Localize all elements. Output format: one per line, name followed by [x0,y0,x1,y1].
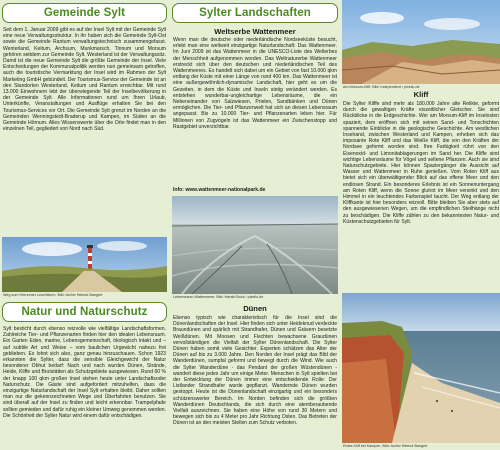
morsum-kliff-photo [342,0,500,84]
duenen-text: Ebenso typisch wie charakteristisch für die Insel sind die Dünenlandschaften der Insel. Hier finden sich unter Heideknud verdeckte Braundünen und spärlich mit Strandhafer, Dünen und Gräsern besetzte Weißdünen. Mit Moosen und Flechten bewachsene Graudünen vervollständigen die Vielfalt der Sylter Dünenlandschaft. Die Sylter Dünen haben somit viele Gesichter. Experten schätzen das Alter der Dünen auf bis zu 3.000 Jahre. Den Norden der Insel prägt das Bild der Wanderdünen, sumpfal geformt und bewegt durch die Wind. Wie auch die Sylter Wanderdüne - das Pendant der großen Wüstendünen - wandert diese jedes Jahr um einige Meter. Menschen in Sylt spielten bei der Entwicklung der Dünen immer eine entscheidende Rolle: Der Listlander Strandhafer wurde gepflanzt. Wandernde Dünen wurden gestoppt. Heute ist die Dünenlandschaft einzigartig und ein besonders schützenswerter Bereich. Im Norden befinden sich die größten Wanderdünen Deutschlands, die sich durch eine atemberaubende Vielfalt auszeichnen. Sie haben eine Höhe von rund 30 Metern und bewegen sich bis zu 4 Meter pro Jahr Richtung Osten. Das Betreten der Dünen ist an den meisten Stellen zum Schutz verboten. [173,315,337,427]
natur-header [2,302,167,322]
rotes-kliff-caption: Rotes Kliff bei Kampen, Bild: Archiv Helmut Bangert [343,444,428,448]
gemeinde-photo-caption: Weg zum Hörnumer Leuchtturm, Bild: Archiv Helmut Bangert [3,293,103,297]
landschaften-header [172,3,338,23]
right-column [342,0,500,450]
kliff-text: Die Sylter Kliffe sind mehr als 180.000 Jahre alte Relikte, geformt durch die gewaltigen Kräfte eiszeitlicher Gletscher. Sie sind Rückblicke in die Erdgeschichte. Wer am Morsum-Kliff im Inselosten spaziert, dem eröffnen sich mit seinen Sand- und Tonschichten spannende Einblicke in die geologische Geschichte. Am westlichen Inselrand, zwischen Westerland und Kampen, erheben sich das imposante Rote Kliff und das Weiße Kliff, die von den Kräften der Nordsee geformt worden sind. Ihre Farbigkeit rührt von den Eisenoxid- und Limonitablagerungen im Sand her. Die Kliffe sind wichtige Lebensräume für Vögel und seltene Pflanzen. Auch sie sind Naturschutzgebiete. Hier können Spaziergänger die Aussicht auf Wasser und Wattenmeer in Ruhe genießen. Vom Roten Kliff aus bietet sich ein überwältigender Blick auf das offene Meer und den endlosen Strand. Ein besonderes Erlebnis ist ein Sonnenuntergang am Roten Kliff, wenn die Sonne glutrot im Meer versinkt und den Himmel in ein leuchtendes Farbenspiel taucht. Der Weg entlang der Kliffkante ist hier besonders reizvoll. Bitte bleiben Sie aber stets auf den ausgewiesenen Wegen, um die empfindlichen Steilhänge nicht zu beschädigen. Die Kliffe zählen zu den bekanntesten Natur- und Küstenschutzgebieten für Sylt. [343,101,499,225]
wattenmeer-photo [172,196,338,294]
gemeinde-title: Gemeinde Sylt [43,7,126,19]
gemeinde-header [2,3,167,23]
landschaften-title: Sylter Landschaften [199,7,311,19]
left-column [0,0,169,450]
wattenmeer-caption: Lebensraum Wattenmeer, Bild: Harald Bock / pixelio.de [173,295,264,299]
rotes-kliff-photo [342,293,500,443]
morsum-caption: Am Morsum-Kliff, Bild: Independent / pixelio.de [343,85,420,89]
middle-column [172,0,338,450]
natur-title: Natur und Naturschutz [21,306,148,318]
kliff-title: Kliff [413,90,429,99]
duenen-title: Dünen [243,304,267,313]
wattenmeer-info: Info: www.wattenmeer-nationalpark.de [173,187,266,193]
wattenmeer-title: Weltserbe Wattenmeer [214,27,296,36]
lighthouse-path-photo [2,237,167,292]
natur-text: Sylt besticht durch ebenso reizvolle wie vielfältige Landschaftsformen. Zahlreiche Tier- und Pflanzenarten finden hier den idealen Lebensraum. Ein Garten Eden, marine, Lebensgemeinschaft, ökologisch intakt und – auf subtile Art und Weise – vom baulichen Urgewicht nahezu frei geblieben. Es lohnt sich also, ganz genau hinzuschauen. Schon 1923 erkannten die Sylter, dass die sensible Gleichgewicht der Natur besonderer Obhut bedarf: Nach und nach wurden Dünen, Strände, Heide, Kliffe und Brutstätten als Schutzgebiete ausgewiesen. Rund 60 % der knapp 100 qkm großen Insel stehen heute unter Landschaftsoder Naturschutz. Die Gäste sind aufgefordert mitzuhelfen, dass die einzigartige Naturlandschaft der Insel Sylt erhalten bleibt. Daher sollten man nur die gekennzeichneten Wege und Überfahrten benutzen. Sie sind überall auf der Insel zu finden und leicht erkennbar. Trampelpfade sollten gemieden und dafür ruhig ein kleiner Umweg genommen werden. Die Schönheit der Sylter Natur wird einem dafür entschädigen. [3,326,166,419]
gemeinde-text: Seit dem 1. Januar 2009 gibt es auf der Insel Sylt mit der Gemeinde Sylt eine neue Verwaltungsstruktur. In ihr haben sich die Gemeinde Sylt-Ost sowie die Gemeinde Rantum verwaltungstechnisch zusammengefasst. Wenterland, Keitum, Archsum, Munkmarsch, Tinnum und Morsum gehören seitdem zur Gemeinde Sylt. Westerland ist der Verwaltungssitz. Damit ist die neue Gemeinde Sylt die größte Gemeinde der Insel. Viele Entscheidungen der Kommunalpolitik werden nun gemeinsam getroffen, auch die touristische Vermarktung der Insel wird im Rahmen der Sylt Marketing GmbH gebündelt. Der Tourismus-Service der Gemeinde ist an den Standorten Westerland, Keitum und Rantum erreichbar. Mit rund 13.000 Einwohnern lebt der überwiegende Teil der Inselbevölkerung in der Gemeinde Sylt. Alle Informationen rund um Ihren Urlaub, Unterkünfte, Veranstaltungen und Ausflüge erhalten Sie bei den Tourismus-Services vor Ort. Die Gemeinde Sylt grenzt im Norden an die Gemeinden Wenningstedt-Braderup und Kampen, im Süden an die Gemeinde Hörnum. Alles Wissenswerte über die Orte findet man in den einzelnen Teil, gegliedert von Nord nach Süd. [3,27,166,133]
wattenmeer-text: Wenn man die deutsche oder niederländische Nordseeküste besucht, erlebt man eine weltweit einzigartige Naturlandschaft: Das Wattenmeer. Im Juni 2009 ist das Wattenmeer in die UNESCO-Liste des Welterbes der Menschheit aufgenommen worden. Das Weltnaturerbe Wattenmeer erstreckt sich über den deutschen und niederländischen Teil des Wattenmeeres. Es handelt sich dabei um ein Gebiet von fast 10.000 qkm entlang der Küste mit einer Länge von rund 400 km. Das Wattenmeer ist eine außergewöhnlich-dynamische Landschaft, hier geht es um die Gezeiten, in dem die Küste und Inseln stetig verändert werden. Es entstehen wunderbar-ungleichartige Lebensräume, die ein Nebeneinander von Salzwiesen, Prielen, Sandbänken und Dünen ermöglichen. Die Tier- und Pflanzenwelt hat sich an diesen Lebensraum angepasst. Bis zu 10.000 Tier- und Pflanzenarten leben hier. Für Millionen von Zugvögeln ist das Wattenmeer ein Zwischenstopp und Rastgebiet unverzichtbar. [173,37,337,130]
